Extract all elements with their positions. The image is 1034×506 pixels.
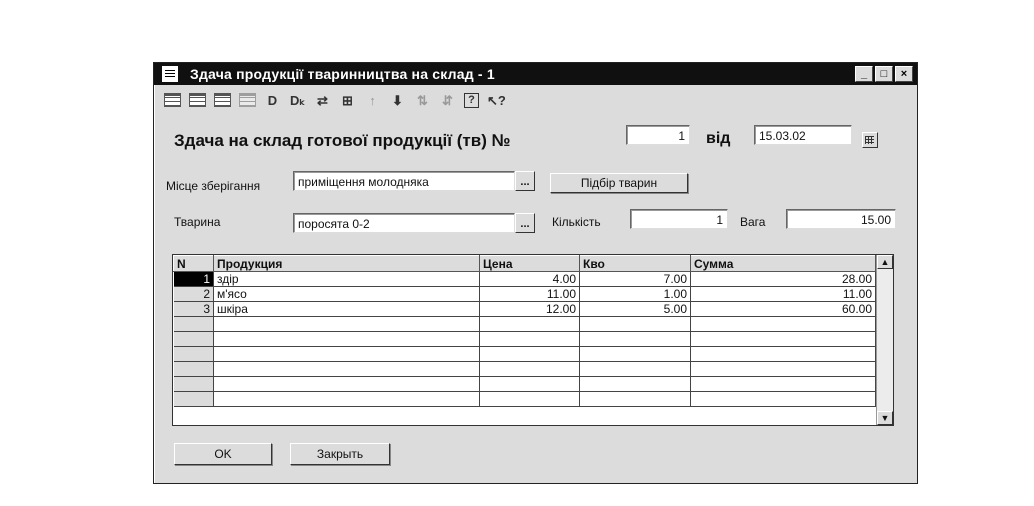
- animal-select-button[interactable]: ...: [515, 213, 535, 233]
- qty-cell[interactable]: 5.00: [580, 302, 691, 317]
- sum-cell[interactable]: 60.00: [691, 302, 876, 317]
- minimize-button[interactable]: _: [855, 66, 873, 82]
- price-cell[interactable]: 11.00: [480, 287, 580, 302]
- empty-row[interactable]: [174, 332, 876, 347]
- close-button[interactable]: Закрыть: [290, 443, 390, 465]
- table-row[interactable]: [174, 302, 876, 317]
- weight-label: Вага: [740, 215, 766, 229]
- document-window: [153, 62, 918, 484]
- move-icon[interactable]: ⇄: [317, 92, 328, 108]
- table-row[interactable]: [174, 272, 876, 287]
- scroll-up-icon[interactable]: ▲: [877, 255, 893, 269]
- sum-cell[interactable]: 11.00: [691, 287, 876, 302]
- empty-row[interactable]: [174, 377, 876, 392]
- product-cell[interactable]: шкіра: [214, 302, 480, 317]
- dk-icon[interactable]: Dₖ: [290, 92, 305, 108]
- empty-row[interactable]: [174, 347, 876, 362]
- close-window-button[interactable]: ×: [895, 66, 913, 82]
- empty-row[interactable]: [174, 392, 876, 407]
- delete-row-icon[interactable]: [239, 93, 256, 107]
- ok-button[interactable]: OK: [174, 443, 272, 465]
- edit-row-icon[interactable]: [214, 93, 231, 107]
- storage-label: Місце зберігання: [166, 179, 261, 193]
- date-field[interactable]: 15.03.02: [754, 125, 852, 145]
- quantity-field[interactable]: 1: [630, 209, 728, 229]
- arrow-up-icon[interactable]: ↑: [369, 92, 376, 108]
- maximize-button[interactable]: □: [875, 66, 893, 82]
- product-cell[interactable]: здір: [214, 272, 480, 287]
- empty-row[interactable]: [174, 362, 876, 377]
- from-label: від: [706, 130, 731, 147]
- toolbar: [164, 89, 504, 111]
- product-cell[interactable]: м'ясо: [214, 287, 480, 302]
- header-product[interactable]: Продукция: [214, 256, 480, 272]
- window-title: Здача продукції тваринництва на склад - 1: [190, 66, 495, 82]
- weight-field[interactable]: 15.00: [786, 209, 896, 229]
- calendar-icon[interactable]: [862, 132, 878, 148]
- scroll-down-icon[interactable]: ▼: [877, 411, 893, 425]
- animal-field[interactable]: поросята 0-2: [293, 213, 515, 233]
- select-animals-button[interactable]: Підбір тварин: [550, 173, 688, 193]
- header-sum[interactable]: Сумма: [691, 256, 876, 272]
- header-n[interactable]: N: [174, 256, 214, 272]
- dx-icon[interactable]: D: [267, 92, 278, 108]
- header-price[interactable]: Цена: [480, 256, 580, 272]
- row-number: 1: [174, 272, 214, 287]
- add-copy-icon[interactable]: [189, 93, 206, 107]
- context-help-icon[interactable]: ↖?: [487, 92, 506, 108]
- price-cell[interactable]: 4.00: [480, 272, 580, 287]
- row-number: 2: [174, 287, 214, 302]
- doc-number-field[interactable]: 1: [626, 125, 690, 145]
- table-row[interactable]: [174, 287, 876, 302]
- qty-cell[interactable]: 7.00: [580, 272, 691, 287]
- sort-icon[interactable]: ⊞: [342, 92, 353, 108]
- empty-row[interactable]: [174, 317, 876, 332]
- document-icon: [162, 66, 178, 82]
- sort-desc-icon[interactable]: ⇵: [442, 92, 453, 108]
- animal-label: Тварина: [174, 215, 221, 229]
- storage-select-button[interactable]: ...: [515, 171, 535, 191]
- price-cell[interactable]: 12.00: [480, 302, 580, 317]
- help-icon[interactable]: ?: [464, 93, 479, 108]
- form-heading: Здача на склад готової продукції (тв) №: [174, 131, 511, 150]
- add-row-icon[interactable]: [164, 93, 181, 107]
- storage-field[interactable]: приміщення молодняка: [293, 171, 515, 191]
- quantity-label: Кількість: [552, 215, 601, 229]
- products-table[interactable]: [172, 254, 894, 426]
- arrow-down-icon[interactable]: ⬇: [392, 92, 403, 108]
- qty-cell[interactable]: 1.00: [580, 287, 691, 302]
- header-qty[interactable]: Кво: [580, 256, 691, 272]
- vertical-scrollbar[interactable]: [876, 255, 893, 425]
- sum-cell[interactable]: 28.00: [691, 272, 876, 287]
- row-number: 3: [174, 302, 214, 317]
- sort-asc-icon[interactable]: ⇅: [417, 92, 428, 108]
- title-bar[interactable]: [154, 63, 917, 85]
